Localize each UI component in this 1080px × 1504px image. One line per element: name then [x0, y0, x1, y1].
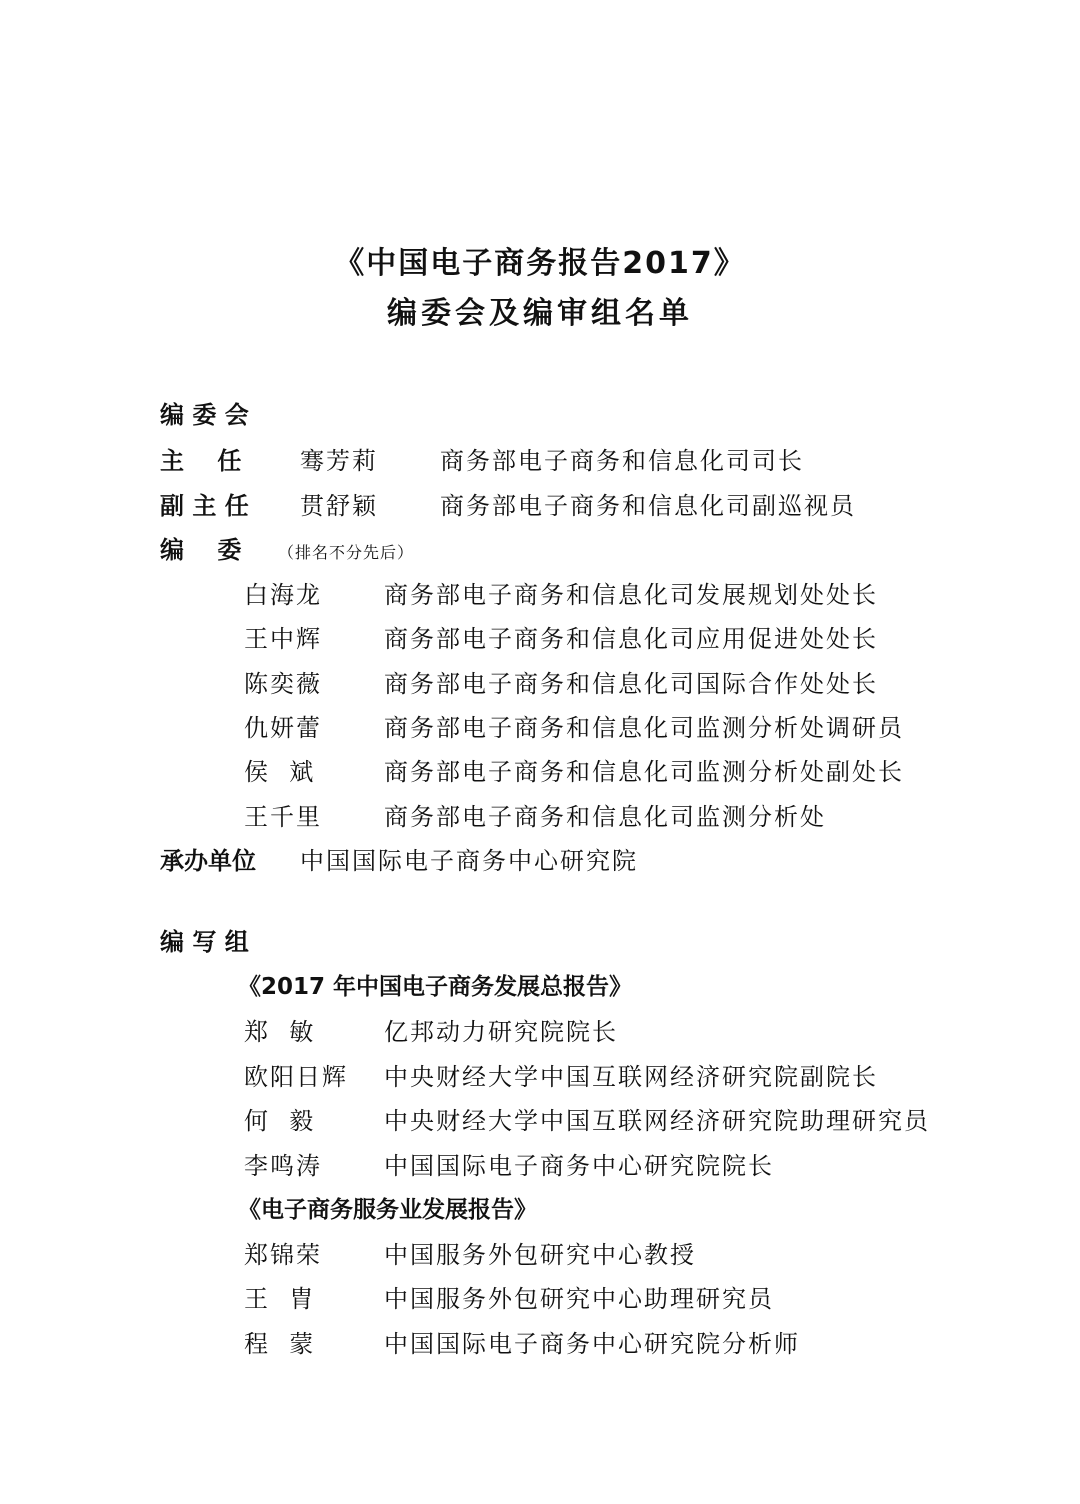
report-title: 《2017 年中国电子商务发展总报告》	[238, 974, 633, 1000]
director-role: 商务部电子商务和信息化司司长	[440, 447, 804, 475]
members-note: （排名不分先后）	[278, 543, 415, 562]
author-role: 中国国际电子商务中心研究院院长	[384, 1152, 774, 1180]
organizer-label: 承办单位	[160, 847, 256, 875]
member-name: 王千里	[244, 803, 322, 831]
organizer-value: 中国国际电子商务中心研究院	[300, 847, 638, 875]
member-role: 商务部电子商务和信息化司发展规划处处长	[384, 581, 878, 609]
member-role: 商务部电子商务和信息化司监测分析处	[384, 803, 826, 831]
member-role: 商务部电子商务和信息化司监测分析处副处长	[384, 758, 904, 786]
member-name: 白海龙	[244, 581, 322, 609]
member-name: 王中辉	[244, 625, 322, 653]
director-name: 骞芳莉	[300, 447, 378, 475]
author-role: 中国服务外包研究中心教授	[384, 1241, 696, 1269]
member-role: 商务部电子商务和信息化司监测分析处调研员	[384, 714, 904, 742]
author-role: 中国服务外包研究中心助理研究员	[384, 1285, 774, 1313]
deputy-name: 贯舒颖	[300, 492, 378, 520]
document-title: 《中国电子商务报告2017》	[334, 246, 746, 281]
author-role: 中央财经大学中国互联网经济研究院助理研究员	[384, 1107, 930, 1135]
member-role: 商务部电子商务和信息化司应用促进处处长	[384, 625, 878, 653]
report-title: 《电子商务服务业发展报告》	[238, 1197, 537, 1223]
deputy-role: 商务部电子商务和信息化司副巡视员	[440, 492, 856, 520]
members-label: 编 委	[160, 536, 242, 564]
writing-group-heading: 编 写 组	[160, 928, 249, 956]
member-name: 仇妍蕾	[244, 714, 322, 742]
author-role: 中央财经大学中国互联网经济研究院副院长	[384, 1063, 878, 1091]
author-name: 王 胄	[244, 1285, 316, 1313]
member-name: 侯 斌	[244, 758, 316, 786]
member-role: 商务部电子商务和信息化司国际合作处处长	[384, 670, 878, 698]
committee-heading: 编 委 会	[160, 401, 249, 429]
author-role: 中国国际电子商务中心研究院分析师	[384, 1330, 800, 1358]
author-role: 亿邦动力研究院院长	[384, 1018, 618, 1046]
member-name: 陈奕薇	[244, 670, 322, 698]
director-label: 主 任	[160, 447, 242, 475]
deputy-label: 副 主 任	[160, 492, 249, 520]
author-name: 郑 敏	[244, 1018, 316, 1046]
author-name: 何 毅	[244, 1107, 316, 1135]
author-name: 郑锦荣	[244, 1241, 322, 1269]
author-name: 程 蒙	[244, 1330, 316, 1358]
author-name: 李鸣涛	[244, 1152, 322, 1180]
document-subtitle: 编委会及编审组名单	[387, 296, 693, 331]
author-name: 欧阳日辉	[244, 1063, 348, 1091]
